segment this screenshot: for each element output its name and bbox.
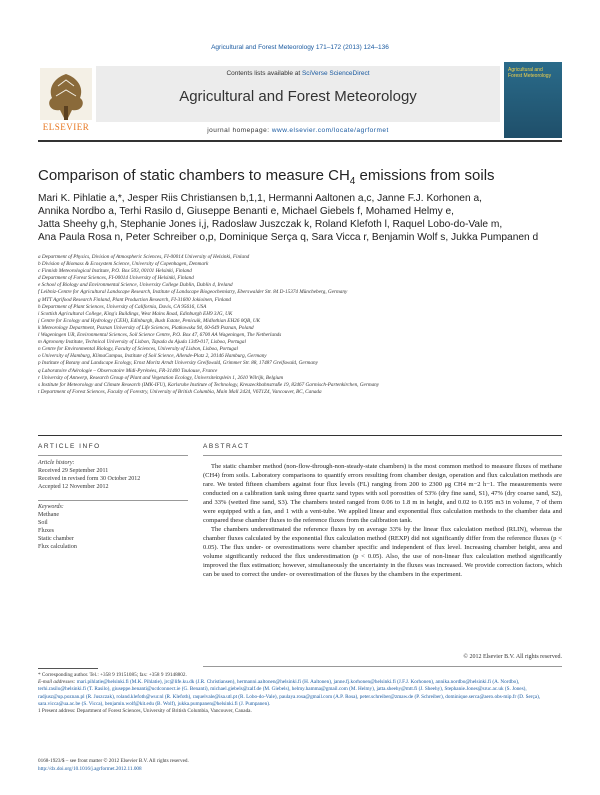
article-info-heading: ARTICLE INFO <box>38 443 101 450</box>
author-list <box>38 192 562 244</box>
issn-line: 0168-1923/$ – see front matter © 2012 Elsevier B.V. All rights reserved. <box>38 758 189 764</box>
history-item: Received 29 September 2011 <box>38 468 109 474</box>
affiliation: h Department of Plant Sciences, University of California, Davis, CA 95616, USA <box>38 303 207 310</box>
title-pre: Comparison of static chambers to measure CH <box>38 167 350 184</box>
abstract-body <box>203 462 562 579</box>
doi-link[interactable]: http://dx.doi.org/10.1016/j.agrformet.2012.11.008 <box>38 765 142 772</box>
header-divider <box>38 140 562 142</box>
journal-reference[interactable]: Agricultural and Forest Meteorology 171–172 (2013) 124–136 <box>211 44 389 51</box>
keywords <box>38 503 188 551</box>
abstract-paragraph: The static chamber method (non-flow-through-non-steady-state chambers) is the most common method to measure fluxes of methane (CH4) from soils. Laboratory comparisons to quantify errors resulting from chamber design, operation and flux calculation methods are rare. We tested fifteen chambers against four flux levels (FL) ranging from 200 to 2300 μg CH4 m−2 h−1. The measurements were conducted on a calibration tank using three quartz sand types with soil porosities of 53% (dry fine sand, S1), 47% (dry coarse sand, S2), and 33% (wetted fine sand, S3). The chambers tested ranged from 0.06 to 1.8 m in height, and 0.02 to 0.195 m3 in volume, 7 of them were equipped with a fan, and 1 with a vent-tube. We applied linear and exponential flux calculation methods to the chamber data and compared these chamber fluxes to the reference fluxes from the calibration tank. <box>203 463 562 524</box>
cover-title: Agricultural and Forest Meteorology <box>508 67 552 79</box>
title-post: emissions from soils <box>355 167 495 184</box>
affiliation: q Laboratoire d'Aérologie – Observatoire Midi-Pyrénées, FR-31400 Toulouse, France <box>38 367 218 374</box>
title-sub: 4 <box>349 176 356 187</box>
article-history <box>38 459 188 491</box>
affiliation: j Centre for Ecology and Hydrology (CEH), Edinburgh, Bush Estate, Penicuik, Midlothian EH26 0QB, UK <box>38 317 261 324</box>
elsevier-tree-logo[interactable] <box>38 66 94 136</box>
elsevier-wordmark: ELSEVIER <box>42 122 90 132</box>
contents-prefix: Contents lists available at <box>226 70 302 77</box>
affiliation-list <box>38 254 562 396</box>
affiliation: n Centre for Environmental Biology, Faculty of Sciences, University of Lisbon, Lisboa, Portugal <box>38 346 238 353</box>
affiliation: s Institute for Meteorology and Climate Research (IMK-IFU), Karlsruhe Institute of Technology, Kreuzeckbahnstraße 19, 82467 Garmisch-Partenkirchen, Germany <box>38 381 380 388</box>
abstract-paragraph: The chambers underestimated the reference fluxes by on average 33% by the linear flux calculation method (RLIN), whereas the chamber fluxes calculated by the exponential flux calculation method (REXP) did not significantly differ from the reference fluxes (p < 0.05). The flux under- or overestimations were chamber specific and independent of flux level. Increasing chamber height, area and volume significantly reduced the flux underestimation (p < 0.05). Also, the use of non-linear flux calculation method significantly improved the flux estimation; however, simultaneously the uncertainty in the fluxes was increased. We provide correction factors, which can be used to correct the under- or overestimation of the fluxes by the chambers in the experiment. <box>203 526 562 578</box>
keyword: Static chamber <box>38 536 74 542</box>
affiliation: i Scottish Agricultural College, King's Buildings, West Mains Road, Edinburgh EH9 3JG, UK <box>38 310 233 317</box>
affiliation: t Department of Forest Sciences, Faculty of Forestry, University of British Columbia, Main Mall 2424, V6T1Z4, Vancouver, BC, Canada <box>38 388 322 395</box>
affiliation: o University of Hamburg, KlimaCampus, Institute of Soil Science, Allende-Platz 2, 20146 Hamburg, Germany <box>38 353 267 360</box>
author-line[interactable]: Jatta Sheehy g,h, Stephanie Jones i,j, Radoslaw Juszczak k, Roland Klefoth l, Raquel Lobo-do-Vale m, <box>38 219 503 230</box>
keywords-label: Keywords: <box>38 504 64 510</box>
author-line[interactable]: Mari K. Pihlatie a,*, Jesper Riis Christiansen b,1,1, Hermanni Aaltonen a,c, Janne F.J. Korhonen a, <box>38 193 482 204</box>
history-item: Accepted 12 November 2012 <box>38 484 109 490</box>
bottom-meta <box>38 758 562 773</box>
journal-title: Agricultural and Forest Meteorology <box>179 88 417 105</box>
article-title <box>38 167 562 187</box>
author-line[interactable]: Annika Nordbo a, Terhi Rasilo d, Giuseppe Benanti e, Michael Giebels f, Mohamed Helmy e, <box>38 206 455 217</box>
affiliation: m Agronomy Institute, Technical University of Lisbon, Tapada da Ajuda 1349-017, Lisboa, Portugal <box>38 339 246 346</box>
keyword: Soil <box>38 520 48 526</box>
affiliation: l Wageningen UR, Environmental Sciences, Soil Science Centre, P.O. Box 47, 6700 AA Wageningen, The Netherlands <box>38 332 282 339</box>
keyword: Flux calculation <box>38 544 77 550</box>
email-list <box>38 679 562 708</box>
abstract-heading: ABSTRACT <box>203 443 250 450</box>
abstract-end-divider <box>203 666 562 667</box>
email-addresses[interactable]: mari.pihlatie@helsinki.fi (M.K. Pihlatie), jrc@life.ku.dk (J.R. Christiansen), hermanni.aaltonen@helsinki.fi (H. Aaltonen), janne.fj.korhonen@helsinki.fi (J.F.J. Korhonen), annika.nordbo@helsinki.fi (A. Nordbo), terhi.rasilo@helsinki.fi (T. Rasilo), giuseppe.benanti@ucdconnect.ie (G. Benanti), michael.giebels@zalf.de (M. Giebels), helmy.hamma@gmail.com (M. Helmy), jatta.sheehy@mtt.fi (J. Sheehy), Stephanie.Jones@sruc.ac.uk (S. Jones), radjusz@up.poznan.pl (R. Juszczak), roland.klefoth@wur.nl (R. Klefoth), raquelvale@isa.utl.pt (R. Lobo-do-Vale), paulaya.rosa@gmail.com (A.P. Rosa), peter.schreiber@zmaw.de (P. Schreiber), dominique.serca@aero.obs-mip.fr (D. Serça), sara.vicca@ua.ac.be (S. Vicca), benjamin.wolf@kit.edu (B. Wolf), jukka.pumpanen@helsinki.fi (J. Pumpanen). <box>38 679 541 707</box>
affiliation: p Institute of Botany and Landscape Ecology, Ernst Moritz Arndt University Greifswald, Grimmer Str. 88, 17487 Greifswald, Germany <box>38 360 318 367</box>
affiliation: r University of Antwerp, Research Group of Plant and Vegetation Ecology, Universiteitsplein 1, 2610 Wilrijk, Belgium <box>38 374 284 381</box>
affiliation: f Leibniz-Centre for Agricultural Landscape Research, Institute of Landscape Biogeochemistry, Eberswalder Str. 84 D-15374 Müncheberg, Germany <box>38 289 348 296</box>
homepage-line <box>96 127 500 134</box>
affiliation: a Department of Physics, Division of Atmospheric Sciences, FI-00014 University of Helsinki, Finland <box>38 254 250 260</box>
affiliation: e School of Biology and Environmental Science, University College Dublin, Dublin 4, Ireland <box>38 282 233 289</box>
affiliation: d Department of Forest Sciences, FI-00014 University of Helsinki, Finland <box>38 275 194 282</box>
present-address: 1 Present address: Department of Forest Sciences, University of British Columbia, Vancouver, Canada. <box>38 708 252 715</box>
affiliation: g MTT Agrifood Research Finland, Plant Production Research, FI-31600 Jokioinen, Finland <box>38 296 232 303</box>
history-item: Received in revised form 30 October 2012 <box>38 476 141 482</box>
homepage-link[interactable]: www.elsevier.com/locate/agrformet <box>271 127 389 134</box>
contents-line <box>96 70 500 77</box>
keyword: Methane <box>38 512 59 518</box>
article-info-divider <box>38 455 188 456</box>
corresponding-author: * Corresponding author. Tel.: +358 9 19151085; fax: +358 9 19148802. <box>38 672 187 678</box>
journal-cover-thumbnail[interactable] <box>504 62 562 138</box>
history-label: Article history: <box>38 460 75 466</box>
sciencedirect-link[interactable]: SciVerse ScienceDirect <box>301 70 370 77</box>
keyword: Fluxes <box>38 528 55 534</box>
affiliation: b Division of Biomass & Ecosystem Science, University of Copenhagen, Denmark <box>38 261 209 268</box>
affiliation: k Meteorology Department, Poznan University of Life Sciences, Piatkowska 94, 60-649 Poznan, Poland <box>38 324 254 331</box>
author-line[interactable]: Ana Paula Rosa n, Peter Schreiber o,p, Dominique Serça q, Sara Vicca r, Benjamin Wolf s, Jukka Pumpanen d <box>38 232 539 243</box>
copyright-notice: © 2012 Elsevier B.V. All rights reserved. <box>463 654 562 660</box>
homepage-prefix: journal homepage: <box>207 127 272 134</box>
footnote-divider <box>38 668 98 669</box>
keywords-divider <box>38 500 188 501</box>
email-label: E-mail addresses: <box>38 679 76 686</box>
affiliation: c Finnish Meteorological Institute, P.O. Box 503, 00101 Helsinki, Finland <box>38 268 192 275</box>
abstract-divider <box>203 455 562 456</box>
footnotes <box>38 672 562 715</box>
affiliation-divider <box>38 435 562 436</box>
